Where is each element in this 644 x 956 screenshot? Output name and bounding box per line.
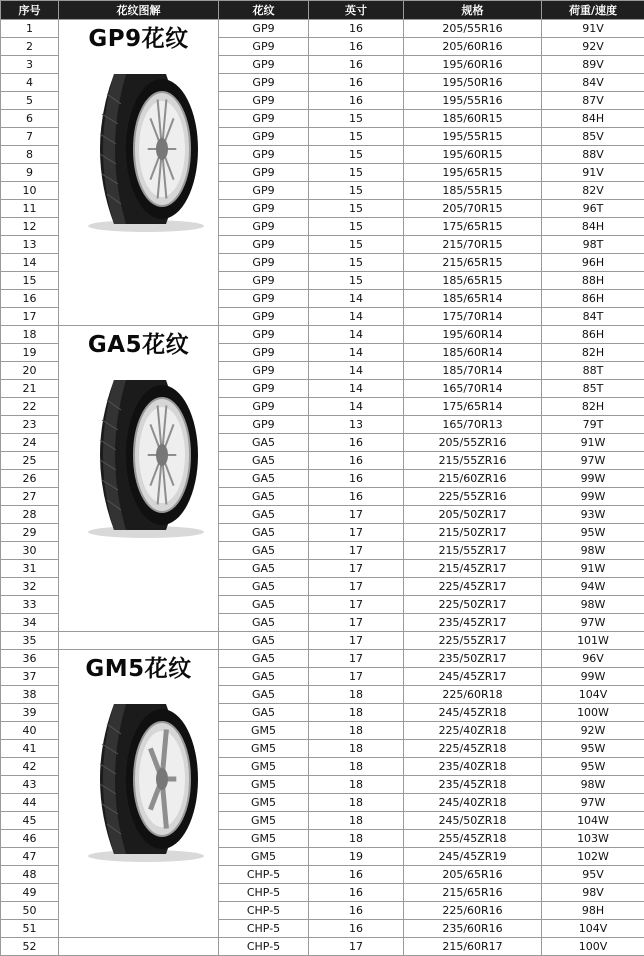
spec-cell: 215/65R15 (404, 254, 542, 272)
inch-cell: 14 (309, 290, 404, 308)
load-speed-cell: 88T (542, 362, 644, 380)
load-speed-cell: 84T (542, 308, 644, 326)
load-speed-cell: 85V (542, 128, 644, 146)
load-speed-cell: 99W (542, 488, 644, 506)
load-speed-cell: 102W (542, 848, 644, 866)
inch-cell: 17 (309, 560, 404, 578)
inch-cell: 16 (309, 902, 404, 920)
table-row (1, 938, 644, 956)
row-number: 19 (1, 344, 59, 362)
pattern-cell: GA5 (219, 488, 309, 506)
spec-cell: 175/65R14 (404, 398, 542, 416)
inch-cell: 17 (309, 578, 404, 596)
pattern-cell: GP9 (219, 380, 309, 398)
row-number: 4 (1, 74, 59, 92)
row-number: 34 (1, 614, 59, 632)
pattern-cell: GP9 (219, 362, 309, 380)
inch-cell: 17 (309, 614, 404, 632)
row-number: 1 (1, 20, 59, 38)
load-speed-cell: 87V (542, 92, 644, 110)
row-number: 13 (1, 236, 59, 254)
row-number: 7 (1, 128, 59, 146)
row-number: 3 (1, 56, 59, 74)
pattern-cell: GA5 (219, 596, 309, 614)
row-number: 28 (1, 506, 59, 524)
load-speed-cell: 99W (542, 668, 644, 686)
pattern-cell: GP9 (219, 128, 309, 146)
inch-cell: 18 (309, 776, 404, 794)
load-speed-cell: 95W (542, 758, 644, 776)
table-row (1, 326, 644, 344)
load-speed-cell: 96V (542, 650, 644, 668)
pattern-cell: GA5 (219, 506, 309, 524)
header-image: 花纹图解 (59, 1, 219, 20)
spec-cell: 225/45ZR17 (404, 578, 542, 596)
inch-cell: 14 (309, 380, 404, 398)
pattern-cell: GP9 (219, 182, 309, 200)
load-speed-cell: 95W (542, 740, 644, 758)
spec-cell: 225/60R18 (404, 686, 542, 704)
load-speed-cell: 82H (542, 344, 644, 362)
row-number: 50 (1, 902, 59, 920)
spec-cell: 185/65R14 (404, 290, 542, 308)
spec-cell: 195/50R16 (404, 74, 542, 92)
spec-cell: 175/70R14 (404, 308, 542, 326)
pattern-cell: GA5 (219, 524, 309, 542)
inch-cell: 16 (309, 92, 404, 110)
pattern-cell: CHP-5 (219, 866, 309, 884)
spec-cell: 175/65R15 (404, 218, 542, 236)
load-speed-cell: 84V (542, 74, 644, 92)
row-number: 35 (1, 632, 59, 650)
spec-cell: 225/40ZR18 (404, 722, 542, 740)
row-number: 5 (1, 92, 59, 110)
pattern-title: GA5花纹 (59, 330, 218, 360)
inch-cell: 15 (309, 146, 404, 164)
row-number: 11 (1, 200, 59, 218)
empty-image-cell (59, 938, 219, 956)
load-speed-cell: 86H (542, 290, 644, 308)
table-row (1, 20, 644, 38)
pattern-cell: GP9 (219, 200, 309, 218)
row-number: 26 (1, 470, 59, 488)
inch-cell: 17 (309, 524, 404, 542)
row-number: 41 (1, 740, 59, 758)
row-number: 31 (1, 560, 59, 578)
row-number: 14 (1, 254, 59, 272)
inch-cell: 16 (309, 884, 404, 902)
load-speed-cell: 100W (542, 704, 644, 722)
row-number: 15 (1, 272, 59, 290)
spec-cell: 245/45ZR19 (404, 848, 542, 866)
row-number: 36 (1, 650, 59, 668)
row-number: 20 (1, 362, 59, 380)
spec-cell: 215/60R17 (404, 938, 542, 956)
tire-icon (74, 370, 204, 540)
pattern-image-cell (59, 650, 219, 938)
row-number: 24 (1, 434, 59, 452)
inch-cell: 16 (309, 470, 404, 488)
spec-cell: 215/60ZR16 (404, 470, 542, 488)
row-number: 23 (1, 416, 59, 434)
inch-cell: 17 (309, 650, 404, 668)
pattern-cell: CHP-5 (219, 938, 309, 956)
pattern-cell: GA5 (219, 614, 309, 632)
spec-cell: 195/65R15 (404, 164, 542, 182)
spec-cell: 205/60R16 (404, 38, 542, 56)
row-number: 27 (1, 488, 59, 506)
pattern-image-cell (59, 20, 219, 326)
inch-cell: 16 (309, 20, 404, 38)
inch-cell: 16 (309, 38, 404, 56)
inch-cell: 18 (309, 830, 404, 848)
pattern-cell: GA5 (219, 578, 309, 596)
pattern-cell: GM5 (219, 776, 309, 794)
header-pattern: 花纹 (219, 1, 309, 20)
load-speed-cell: 98W (542, 542, 644, 560)
inch-cell: 15 (309, 164, 404, 182)
inch-cell: 14 (309, 326, 404, 344)
inch-cell: 18 (309, 686, 404, 704)
row-number: 44 (1, 794, 59, 812)
table-row (1, 650, 644, 668)
load-speed-cell: 98V (542, 884, 644, 902)
inch-cell: 13 (309, 416, 404, 434)
load-speed-cell: 82V (542, 182, 644, 200)
row-number: 2 (1, 38, 59, 56)
row-number: 21 (1, 380, 59, 398)
header-inch: 英寸 (309, 1, 404, 20)
inch-cell: 15 (309, 200, 404, 218)
spec-cell: 165/70R14 (404, 380, 542, 398)
load-speed-cell: 101W (542, 632, 644, 650)
row-number: 12 (1, 218, 59, 236)
spec-cell: 205/65R16 (404, 866, 542, 884)
pattern-cell: GM5 (219, 794, 309, 812)
spec-cell: 205/55R16 (404, 20, 542, 38)
pattern-cell: GA5 (219, 560, 309, 578)
inch-cell: 17 (309, 596, 404, 614)
load-speed-cell: 100V (542, 938, 644, 956)
pattern-cell: GA5 (219, 704, 309, 722)
inch-cell: 18 (309, 758, 404, 776)
inch-cell: 18 (309, 794, 404, 812)
row-number: 8 (1, 146, 59, 164)
spec-cell: 205/55ZR16 (404, 434, 542, 452)
load-speed-cell: 95V (542, 866, 644, 884)
pattern-cell: GP9 (219, 308, 309, 326)
inch-cell: 14 (309, 398, 404, 416)
row-number: 6 (1, 110, 59, 128)
pattern-cell: GP9 (219, 272, 309, 290)
pattern-cell: GA5 (219, 686, 309, 704)
load-speed-cell: 91W (542, 434, 644, 452)
inch-cell: 18 (309, 704, 404, 722)
load-speed-cell: 79T (542, 416, 644, 434)
pattern-cell: CHP-5 (219, 920, 309, 938)
row-number: 47 (1, 848, 59, 866)
pattern-cell: GM5 (219, 812, 309, 830)
load-speed-cell: 97W (542, 614, 644, 632)
pattern-cell: GP9 (219, 254, 309, 272)
inch-cell: 15 (309, 218, 404, 236)
spec-cell: 195/60R16 (404, 56, 542, 74)
inch-cell: 17 (309, 938, 404, 956)
load-speed-cell: 98W (542, 596, 644, 614)
spec-cell: 185/60R14 (404, 344, 542, 362)
spec-cell: 245/45ZR17 (404, 668, 542, 686)
spec-cell: 215/70R15 (404, 236, 542, 254)
inch-cell: 17 (309, 668, 404, 686)
pattern-cell: GP9 (219, 92, 309, 110)
inch-cell: 18 (309, 722, 404, 740)
load-speed-cell: 96H (542, 254, 644, 272)
row-number: 42 (1, 758, 59, 776)
pattern-cell: GP9 (219, 164, 309, 182)
pattern-title: GP9花纹 (59, 24, 218, 54)
pattern-cell: GP9 (219, 20, 309, 38)
spec-cell: 235/50ZR17 (404, 650, 542, 668)
spec-cell: 225/45ZR18 (404, 740, 542, 758)
spec-cell: 245/50ZR18 (404, 812, 542, 830)
load-speed-cell: 104V (542, 920, 644, 938)
row-number: 29 (1, 524, 59, 542)
inch-cell: 16 (309, 488, 404, 506)
inch-cell: 17 (309, 632, 404, 650)
pattern-cell: GM5 (219, 722, 309, 740)
load-speed-cell: 97W (542, 794, 644, 812)
pattern-cell: GP9 (219, 344, 309, 362)
row-number: 33 (1, 596, 59, 614)
spec-cell: 235/45ZR18 (404, 776, 542, 794)
spec-cell: 215/55ZR16 (404, 452, 542, 470)
inch-cell: 14 (309, 308, 404, 326)
pattern-cell: GA5 (219, 470, 309, 488)
pattern-cell: GP9 (219, 74, 309, 92)
load-speed-cell: 103W (542, 830, 644, 848)
spec-cell: 195/55R16 (404, 92, 542, 110)
load-speed-cell: 88H (542, 272, 644, 290)
spec-cell: 195/55R15 (404, 128, 542, 146)
load-speed-cell: 93W (542, 506, 644, 524)
pattern-cell: GA5 (219, 542, 309, 560)
load-speed-cell: 99W (542, 470, 644, 488)
spec-cell: 185/55R15 (404, 182, 542, 200)
row-number: 52 (1, 938, 59, 956)
spec-cell: 225/60R16 (404, 902, 542, 920)
row-number: 38 (1, 686, 59, 704)
inch-cell: 16 (309, 920, 404, 938)
load-speed-cell: 86H (542, 326, 644, 344)
spec-cell: 235/40ZR18 (404, 758, 542, 776)
pattern-cell: GP9 (219, 290, 309, 308)
inch-cell: 17 (309, 506, 404, 524)
row-number: 43 (1, 776, 59, 794)
pattern-cell: GM5 (219, 758, 309, 776)
load-speed-cell: 104W (542, 812, 644, 830)
inch-cell: 15 (309, 272, 404, 290)
row-number: 40 (1, 722, 59, 740)
spec-cell: 225/55ZR16 (404, 488, 542, 506)
inch-cell: 16 (309, 434, 404, 452)
pattern-cell: GP9 (219, 146, 309, 164)
row-number: 46 (1, 830, 59, 848)
load-speed-cell: 97W (542, 452, 644, 470)
empty-image-cell (59, 632, 219, 650)
load-speed-cell: 91W (542, 560, 644, 578)
row-number: 49 (1, 884, 59, 902)
inch-cell: 18 (309, 812, 404, 830)
spec-cell: 245/45ZR18 (404, 704, 542, 722)
inch-cell: 15 (309, 236, 404, 254)
load-speed-cell: 91V (542, 20, 644, 38)
spec-cell: 215/55ZR17 (404, 542, 542, 560)
pattern-cell: GA5 (219, 434, 309, 452)
spec-cell: 165/70R13 (404, 416, 542, 434)
inch-cell: 17 (309, 542, 404, 560)
load-speed-cell: 92V (542, 38, 644, 56)
pattern-cell: GP9 (219, 398, 309, 416)
pattern-image-cell (59, 326, 219, 632)
row-number: 32 (1, 578, 59, 596)
row-number: 37 (1, 668, 59, 686)
load-speed-cell: 95W (542, 524, 644, 542)
inch-cell: 15 (309, 254, 404, 272)
pattern-cell: GP9 (219, 38, 309, 56)
inch-cell: 15 (309, 128, 404, 146)
pattern-cell: GP9 (219, 218, 309, 236)
spec-cell: 255/45ZR18 (404, 830, 542, 848)
pattern-cell: GM5 (219, 740, 309, 758)
header-row (1, 1, 644, 20)
pattern-cell: GP9 (219, 56, 309, 74)
pattern-title: GM5花纹 (59, 654, 218, 684)
load-speed-cell: 82H (542, 398, 644, 416)
pattern-cell: CHP-5 (219, 884, 309, 902)
load-speed-cell: 94W (542, 578, 644, 596)
load-speed-cell: 84H (542, 110, 644, 128)
row-number: 45 (1, 812, 59, 830)
pattern-cell: GP9 (219, 110, 309, 128)
header-load-speed: 荷重/速度 (542, 1, 644, 20)
spec-cell: 215/50ZR17 (404, 524, 542, 542)
row-number: 16 (1, 290, 59, 308)
load-speed-cell: 92W (542, 722, 644, 740)
inch-cell: 19 (309, 848, 404, 866)
inch-cell: 14 (309, 362, 404, 380)
spec-cell: 185/60R15 (404, 110, 542, 128)
row-number: 9 (1, 164, 59, 182)
spec-cell: 235/60R16 (404, 920, 542, 938)
inch-cell: 15 (309, 182, 404, 200)
pattern-cell: GM5 (219, 830, 309, 848)
spec-cell: 195/60R15 (404, 146, 542, 164)
inch-cell: 18 (309, 740, 404, 758)
pattern-cell: GA5 (219, 452, 309, 470)
row-number: 22 (1, 398, 59, 416)
spec-cell: 185/65R15 (404, 272, 542, 290)
load-speed-cell: 88V (542, 146, 644, 164)
row-number: 48 (1, 866, 59, 884)
spec-cell: 215/45ZR17 (404, 560, 542, 578)
pattern-cell: GA5 (219, 668, 309, 686)
pattern-cell: GA5 (219, 650, 309, 668)
spec-cell: 245/40ZR18 (404, 794, 542, 812)
row-number: 25 (1, 452, 59, 470)
load-speed-cell: 98T (542, 236, 644, 254)
tire-icon (74, 694, 204, 864)
row-number: 10 (1, 182, 59, 200)
inch-cell: 16 (309, 452, 404, 470)
load-speed-cell: 89V (542, 56, 644, 74)
load-speed-cell: 85T (542, 380, 644, 398)
load-speed-cell: 98W (542, 776, 644, 794)
load-speed-cell: 91V (542, 164, 644, 182)
spec-cell: 195/60R14 (404, 326, 542, 344)
header-no: 序号 (1, 1, 59, 20)
inch-cell: 15 (309, 110, 404, 128)
spec-cell: 185/70R14 (404, 362, 542, 380)
spec-cell: 205/70R15 (404, 200, 542, 218)
pattern-cell: GP9 (219, 416, 309, 434)
inch-cell: 16 (309, 74, 404, 92)
spec-cell: 215/65R16 (404, 884, 542, 902)
pattern-cell: GA5 (219, 632, 309, 650)
row-number: 17 (1, 308, 59, 326)
spec-cell: 205/50ZR17 (404, 506, 542, 524)
spec-cell: 235/45ZR17 (404, 614, 542, 632)
row-number: 39 (1, 704, 59, 722)
load-speed-cell: 96T (542, 200, 644, 218)
row-number: 51 (1, 920, 59, 938)
row-number: 30 (1, 542, 59, 560)
header-spec: 规格 (404, 1, 542, 20)
inch-cell: 16 (309, 56, 404, 74)
pattern-cell: GM5 (219, 848, 309, 866)
spec-cell: 225/50ZR17 (404, 596, 542, 614)
pattern-cell: GP9 (219, 326, 309, 344)
inch-cell: 14 (309, 344, 404, 362)
pattern-cell: GP9 (219, 236, 309, 254)
load-speed-cell: 98H (542, 902, 644, 920)
load-speed-cell: 84H (542, 218, 644, 236)
row-number: 18 (1, 326, 59, 344)
tire-icon (74, 64, 204, 234)
load-speed-cell: 104V (542, 686, 644, 704)
inch-cell: 16 (309, 866, 404, 884)
pattern-cell: CHP-5 (219, 902, 309, 920)
spec-cell: 225/55ZR17 (404, 632, 542, 650)
table-row (1, 632, 644, 650)
